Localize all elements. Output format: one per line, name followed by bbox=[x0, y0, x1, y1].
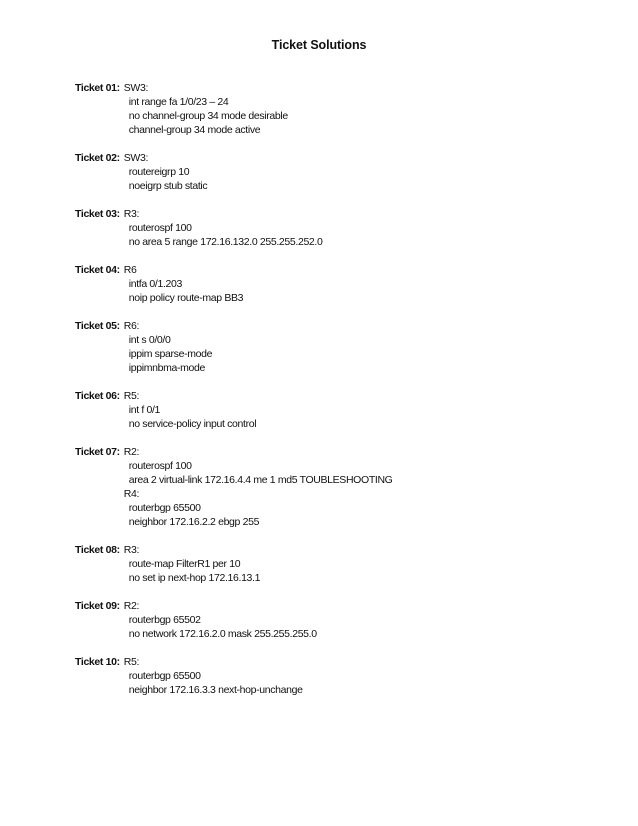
config-command: no channel-group 34 mode desirable bbox=[128, 110, 288, 122]
config-command: no set ip next-hop 172.16.13.1 bbox=[128, 572, 261, 584]
config-command: neighbor 172.16.2.2 ebgp 255 bbox=[128, 516, 260, 528]
config-command: noeigrp stub static bbox=[128, 180, 208, 192]
ticket-entry bbox=[75, 655, 575, 697]
ticket-label: Ticket 04: bbox=[75, 264, 120, 276]
config-command: no area 5 range 172.16.132.0 255.255.252.0 bbox=[128, 236, 323, 248]
config-command: routerbgp 65500 bbox=[128, 502, 201, 514]
config-command: route-map FilterR1 per 10 bbox=[128, 558, 241, 570]
ticket-entry bbox=[75, 207, 575, 249]
ticket-entry bbox=[75, 599, 575, 641]
config-command: noip policy route-map BB3 bbox=[128, 292, 244, 304]
ticket-entry bbox=[75, 543, 575, 585]
device-name: R5: bbox=[123, 656, 140, 668]
config-command: int f 0/1 bbox=[128, 404, 161, 416]
ticket-body bbox=[124, 655, 575, 697]
ticket-body bbox=[124, 207, 575, 249]
config-command: intfa 0/1.203 bbox=[128, 278, 182, 290]
page-title: Ticket Solutions bbox=[271, 38, 367, 52]
config-command: ippim sparse-mode bbox=[128, 348, 213, 360]
ticket-label: Ticket 03: bbox=[75, 208, 120, 220]
ticket-body bbox=[124, 319, 575, 375]
config-command: routerbgp 65500 bbox=[128, 670, 201, 682]
device-name: R3: bbox=[123, 208, 140, 220]
ticket-entry bbox=[75, 319, 575, 375]
config-command: routerospf 100 bbox=[128, 222, 192, 234]
ticket-entry bbox=[75, 151, 575, 193]
config-command: no service-policy input control bbox=[128, 418, 257, 430]
config-command: int range fa 1/0/23 – 24 bbox=[128, 96, 229, 108]
config-command: area 2 virtual-link 172.16.4.4 me 1 md5 TOUBLESHOOTING bbox=[128, 474, 393, 486]
device-name: R2: bbox=[123, 600, 140, 612]
ticket-body bbox=[124, 263, 575, 305]
device-name: SW3: bbox=[123, 82, 149, 94]
config-command: ippimnbma-mode bbox=[128, 362, 205, 374]
ticket-entry bbox=[75, 445, 575, 529]
ticket-label: Ticket 01: bbox=[75, 82, 120, 94]
ticket-label: Ticket 07: bbox=[75, 446, 120, 458]
ticket-body bbox=[124, 599, 575, 641]
ticket-body bbox=[124, 445, 575, 529]
config-command: routerbgp 65502 bbox=[128, 614, 201, 626]
config-command: channel-group 34 mode active bbox=[128, 124, 261, 136]
device-name: R4: bbox=[123, 488, 140, 500]
ticket-body bbox=[124, 151, 575, 193]
device-name: R2: bbox=[123, 446, 140, 458]
config-command: neighbor 172.16.3.3 next-hop-unchange bbox=[128, 684, 303, 696]
device-name: R5: bbox=[123, 390, 140, 402]
ticket-label: Ticket 02: bbox=[75, 152, 120, 164]
ticket-entry bbox=[75, 389, 575, 431]
ticket-body bbox=[124, 543, 575, 585]
device-name: SW3: bbox=[123, 152, 149, 164]
ticket-entry bbox=[75, 81, 575, 137]
config-command: routerospf 100 bbox=[128, 460, 192, 472]
ticket-body bbox=[124, 389, 575, 431]
ticket-entry bbox=[75, 263, 575, 305]
ticket-label: Ticket 08: bbox=[75, 544, 120, 556]
ticket-label: Ticket 10: bbox=[75, 656, 120, 668]
ticket-list bbox=[75, 81, 575, 711]
ticket-label: Ticket 06: bbox=[75, 390, 120, 402]
device-name: R6: bbox=[123, 320, 140, 332]
device-name: R6 bbox=[123, 264, 137, 276]
config-command: no network 172.16.2.0 mask 255.255.255.0 bbox=[128, 628, 317, 640]
device-name: R3: bbox=[123, 544, 140, 556]
ticket-label: Ticket 05: bbox=[75, 320, 120, 332]
ticket-label: Ticket 09: bbox=[75, 600, 120, 612]
config-command: int s 0/0/0 bbox=[128, 334, 171, 346]
ticket-body bbox=[124, 81, 575, 137]
config-command: routereigrp 10 bbox=[128, 166, 190, 178]
